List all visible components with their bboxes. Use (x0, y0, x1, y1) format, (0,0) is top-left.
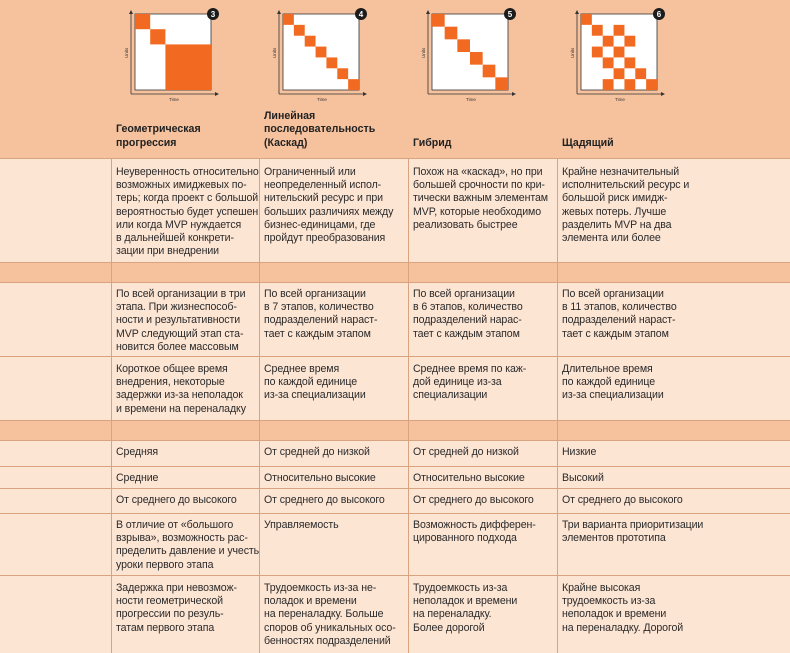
cell-line: в 7 этапов, количество (264, 301, 374, 314)
cell-line: MVP следующий этап ста- (116, 327, 244, 340)
x-axis-arrow-icon (512, 92, 516, 96)
cell-line: Крайне высокая (562, 582, 641, 594)
y-axis-arrow-icon (575, 10, 579, 14)
table-cell (264, 472, 376, 485)
cell-line: этапа. При жизнеспособ- (116, 301, 237, 314)
table-cell (413, 288, 523, 341)
row-divider (0, 158, 790, 159)
cell-line: подразделений нараст- (264, 314, 378, 327)
cell-line: От средней до низкой (413, 446, 519, 458)
table-cell (413, 494, 534, 507)
x-axis-label: Time (169, 97, 179, 102)
phase-block (457, 39, 470, 52)
cell-line: терь; когда проект с большой (116, 192, 259, 205)
cell-line: Низкие (562, 446, 597, 458)
cell-line: на переналадку. (413, 608, 492, 621)
phase-block (316, 47, 327, 58)
cell-line: По всей организации в три (116, 288, 246, 300)
cell-line: По всей организации (264, 288, 366, 300)
cell-line: татам первого этапа (116, 621, 215, 634)
table-cell (264, 363, 366, 403)
cell-line: По всей организации (562, 288, 664, 300)
table-cell (562, 582, 683, 635)
cell-line: Высокий (562, 472, 604, 484)
cell-line: прогрессии по резуль- (116, 608, 224, 621)
x-axis-arrow-icon (661, 92, 665, 96)
phase-block (495, 77, 508, 90)
column-title-line: Геометрическая (116, 123, 201, 135)
table-cell (264, 519, 339, 532)
cell-line: исполнительский ресурс и (562, 179, 690, 192)
x-axis-label: Time (317, 97, 327, 102)
cell-line: поладок и времени (264, 595, 357, 608)
table-cell (264, 288, 377, 341)
table-cell (116, 494, 237, 507)
cell-line: трудоемкость из-за (562, 595, 656, 608)
phase-block (603, 36, 614, 47)
cell-line: из-за специализации (264, 389, 366, 402)
x-axis-label: Time (466, 97, 476, 102)
cell-line: Ограниченный или (264, 166, 356, 178)
cell-line: в 11 этапов, количество (562, 301, 677, 314)
section-separator (0, 262, 790, 282)
x-axis-label: Time (615, 97, 625, 102)
phase-block (614, 47, 625, 58)
phase-block (326, 57, 337, 68)
phase-block (603, 79, 614, 90)
step-number: 3 (210, 10, 216, 19)
table-cell (413, 582, 517, 635)
phase-block (445, 27, 458, 40)
y-axis-label: Units (570, 47, 575, 58)
cell-line: больших различиях между (264, 205, 394, 218)
phase-block (305, 36, 316, 47)
row-divider (0, 282, 790, 283)
phase-diagram (569, 4, 669, 104)
phase-block (294, 25, 305, 36)
cell-line: в 6 этапов, количество (413, 301, 523, 314)
table-cell (413, 166, 548, 232)
phase-block (348, 79, 359, 90)
cell-line: жевых потерь. Лучше (562, 205, 667, 218)
cell-line: Задержка при невозмож- (116, 582, 237, 594)
cell-line: вероятностью будет успешен (116, 205, 259, 218)
table-cell (264, 582, 396, 648)
cell-line: Трудоемкость из-за (413, 582, 508, 594)
cell-line: По всей организации (413, 288, 515, 300)
cell-line: Неуверенность относительно (116, 166, 259, 178)
table-cell (413, 519, 536, 545)
table-cell (562, 519, 703, 545)
column-title-line: прогрессия (116, 136, 177, 149)
cell-line: или когда MVP нуждается (116, 218, 242, 231)
cell-line: ности геометрической (116, 595, 223, 608)
table-cell (413, 363, 526, 403)
cell-line: по каждой единице (264, 376, 358, 389)
row-divider (0, 356, 790, 357)
phase-block (614, 68, 625, 79)
cell-line: тически важным элементам (413, 192, 548, 205)
cell-line: большой риск имидж- (562, 192, 668, 205)
cell-line: взрыва», возможность рас- (116, 532, 248, 545)
table-cell (562, 363, 664, 403)
row-divider (0, 513, 790, 514)
cell-line: зации при внедрении (116, 245, 219, 258)
cell-line: большей срочности по кри- (413, 179, 545, 192)
phase-block (470, 52, 483, 65)
phase-block (635, 68, 646, 79)
column-title-line: последовательность (264, 123, 376, 135)
cell-line: новится более массовым (116, 340, 239, 353)
row-divider (0, 488, 790, 489)
y-axis-label: Units (272, 47, 277, 58)
cell-line: разделить MVP на два (562, 218, 672, 231)
cell-line: нительский ресурс и при (264, 192, 383, 205)
column-divider (259, 158, 260, 653)
cell-line: пройдут преобразования (264, 232, 386, 245)
y-axis-label: Units (421, 47, 426, 58)
phase-diagram (123, 4, 223, 104)
table-cell (116, 166, 259, 258)
step-number: 6 (656, 10, 662, 19)
column-divider (408, 158, 409, 653)
cell-line: Управляемость (264, 519, 339, 531)
row-divider (0, 440, 790, 441)
cell-line: возможных имиджевых по- (116, 179, 247, 192)
cell-line: бенностях подразделений (264, 634, 391, 647)
phase-block (646, 79, 657, 90)
table-cell (562, 494, 683, 507)
cell-line: Относительно высокие (264, 472, 376, 484)
cell-line: От среднего до высокого (116, 494, 237, 506)
cell-line: Возможность дифферен- (413, 519, 536, 531)
table-cell (562, 446, 596, 459)
phase-block (150, 29, 165, 44)
phase-block (483, 65, 496, 78)
cell-line: неполадок и времени (413, 595, 518, 608)
column-title-line: Щадящий (562, 136, 614, 149)
cell-line: споров об уникальных осо- (264, 621, 396, 634)
row-divider (0, 466, 790, 467)
cell-line: дой единице из-за (413, 376, 502, 389)
column-title-line: (Каскад) (264, 136, 308, 149)
phase-block (624, 79, 635, 90)
column-title-line: Гибрид (413, 136, 452, 149)
phase-block (614, 25, 625, 36)
phase-block (624, 36, 635, 47)
cell-line: Длительное время (562, 363, 653, 375)
cell-line: MVP, которые необходимо (413, 205, 542, 218)
phase-block (337, 68, 348, 79)
cell-line: Более дорогой (413, 621, 485, 634)
cell-line: тает с каждым этапом (413, 327, 520, 340)
cell-line: тает с каждым этапом (264, 327, 371, 340)
column-title (413, 137, 452, 151)
x-axis-arrow-icon (363, 92, 367, 96)
column-title (264, 110, 375, 151)
phase-block (592, 25, 603, 36)
cell-line: элементов прототипа (562, 532, 666, 545)
table-cell (264, 494, 385, 507)
cell-line: на переналадку. Больше (264, 608, 384, 621)
table-cell (562, 166, 689, 245)
table-cell (264, 446, 370, 459)
cell-line: специализации (413, 389, 488, 402)
cell-line: Средняя (116, 446, 159, 458)
cell-line: из-за специализации (562, 389, 664, 402)
cell-line: бизнес-единицами, где (264, 218, 376, 231)
cell-line: уроки первого этапа (116, 558, 214, 571)
cell-line: Короткое общее время (116, 363, 228, 375)
column-divider (557, 158, 558, 653)
phase-block (581, 14, 592, 25)
y-axis-arrow-icon (129, 10, 133, 14)
phase-block (165, 44, 211, 90)
table-cell (116, 472, 158, 485)
cell-line: неполадок и времени (562, 608, 667, 621)
cell-line: Средние (116, 472, 159, 484)
table-cell (116, 519, 259, 572)
phase-block (432, 14, 445, 27)
step-number: 4 (358, 10, 364, 19)
cell-line: От среднего до высокого (413, 494, 534, 506)
table-cell (116, 582, 237, 635)
cell-line: От средней до низкой (264, 446, 370, 458)
table-cell (116, 363, 246, 416)
phase-block (603, 57, 614, 68)
cell-line: пределить давление и учесть (116, 545, 260, 558)
cell-line: цированного подхода (413, 532, 517, 545)
cell-line: реализовать быстрее (413, 218, 518, 231)
cell-line: От среднего до высокого (562, 494, 683, 506)
cell-line: Похож на «каскад», но при (413, 166, 543, 178)
cell-line: Три варианта приоритизации (562, 519, 704, 531)
cell-line: Относительно высокие (413, 472, 525, 484)
cell-line: элемента или более (562, 232, 661, 245)
cell-line: задержки из-за неполадок (116, 389, 243, 402)
cell-line: Среднее время (264, 363, 340, 375)
phase-diagram (271, 4, 371, 104)
phase-block (592, 47, 603, 58)
phase-diagram (420, 4, 520, 104)
y-axis-arrow-icon (277, 10, 281, 14)
table-cell (562, 472, 604, 485)
column-title (116, 123, 201, 150)
cell-line: тает с каждым этапом (562, 327, 669, 340)
table-cell (562, 288, 677, 341)
cell-line: В отличие от «большого (116, 519, 234, 531)
cell-line: и времени на переналадку (116, 402, 246, 415)
cell-line: ности и результативности (116, 314, 241, 327)
cell-line: в дальнейшей конкрети- (116, 232, 234, 245)
cell-line: От среднего до высокого (264, 494, 385, 506)
table-cell (413, 472, 525, 485)
row-divider (0, 262, 790, 263)
y-axis-label: Units (124, 47, 129, 58)
cell-line: по каждой единице (562, 376, 656, 389)
phase-block (283, 14, 294, 25)
cell-line: внедрения, некоторые (116, 376, 225, 389)
cell-line: Среднее время по каж- (413, 363, 527, 375)
row-divider (0, 575, 790, 576)
cell-line: неопределенный испол- (264, 179, 382, 192)
cell-line: Трудоемкость из-за не- (264, 582, 377, 594)
y-axis-arrow-icon (426, 10, 430, 14)
column-title-line: Линейная (264, 109, 316, 122)
phase-block (135, 14, 150, 29)
step-number: 5 (507, 10, 513, 19)
table-cell (116, 446, 158, 459)
table-cell (264, 166, 393, 245)
row-divider (0, 420, 790, 421)
cell-line: подразделений нараст- (562, 314, 676, 327)
cell-line: Крайне незначительный (562, 166, 680, 178)
section-separator (0, 420, 790, 440)
x-axis-arrow-icon (215, 92, 219, 96)
column-title (562, 137, 614, 151)
cell-line: подразделений нарас- (413, 314, 522, 327)
table-cell (116, 288, 245, 354)
table-cell (413, 446, 519, 459)
cell-line: на переналадку. Дорогой (562, 621, 684, 634)
phase-block (624, 57, 635, 68)
column-divider (111, 158, 112, 653)
